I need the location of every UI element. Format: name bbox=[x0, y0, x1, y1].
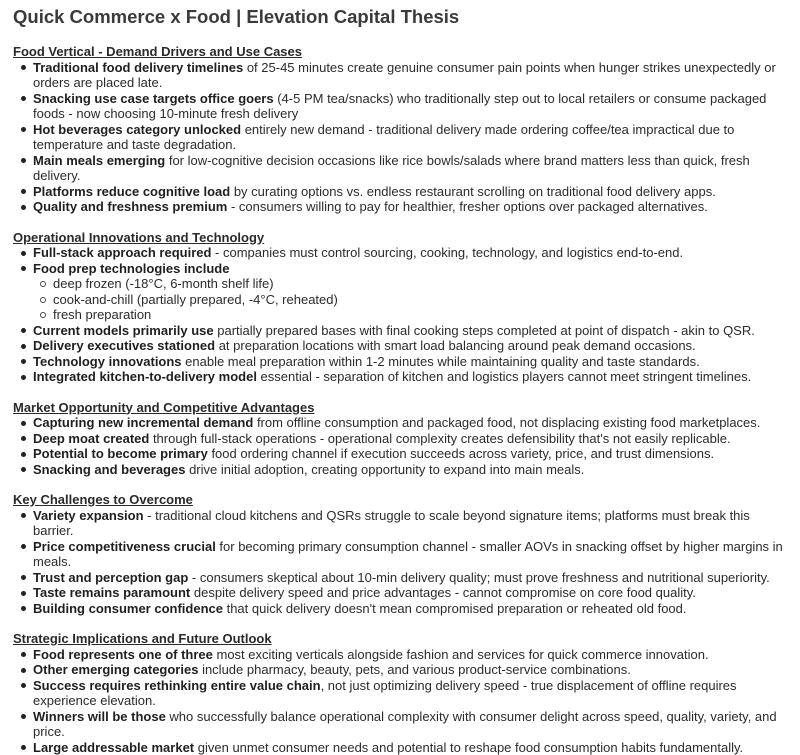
bullet-list bbox=[13, 508, 788, 617]
bullet-lead: Food represents one of three bbox=[33, 647, 213, 662]
list-item bbox=[33, 508, 788, 539]
bullet-text: - traditional cloud kitchens and QSRs struggle to scale beyond signature items; platforms must break this barrier. bbox=[33, 508, 750, 539]
list-item bbox=[33, 153, 788, 184]
bullet-text: include pharmacy, beauty, pets, and various product-service combinations. bbox=[198, 662, 630, 677]
bullet-lead: Price competitiveness crucial bbox=[33, 539, 216, 554]
sub-list-item: cook-and-chill (partially prepared, -4°C, reheated) bbox=[53, 292, 788, 308]
bullet-text: for becoming primary consumption channel - smaller AOVs in snacking offset by higher margins in meals. bbox=[33, 539, 783, 570]
bullet-lead: Capturing new incremental demand bbox=[33, 415, 253, 430]
section-demand-drivers bbox=[13, 44, 788, 215]
section-heading: Key Challenges to Overcome bbox=[13, 492, 788, 508]
section-heading: Food Vertical - Demand Drivers and Use Cases bbox=[13, 44, 788, 60]
sub-list bbox=[33, 276, 788, 323]
bullet-text: given unmet consumer needs and potential to reshape food consumption habits fundamentally. bbox=[194, 740, 743, 755]
bullet-text: from offline consumption and packaged food, not displacing existing food marketplaces. bbox=[253, 415, 760, 430]
bullet-lead: Food prep technologies include bbox=[33, 261, 229, 276]
list-item bbox=[33, 245, 788, 261]
section-heading: Operational Innovations and Technology bbox=[13, 230, 788, 246]
section-strategic-implications bbox=[13, 631, 788, 755]
list-item bbox=[33, 122, 788, 153]
list-item bbox=[33, 539, 788, 570]
section-heading: Strategic Implications and Future Outlook bbox=[13, 631, 788, 647]
bullet-lead: Current models primarily use bbox=[33, 323, 214, 338]
bullet-text: , not just optimizing delivery speed - true displacement of offline requires experience elevation. bbox=[33, 678, 737, 709]
bullet-lead: Snacking and beverages bbox=[33, 462, 185, 477]
list-item bbox=[33, 354, 788, 370]
bullet-text: - consumers skeptical about 10-min delivery quality; must prove freshness and nutritional superiority. bbox=[188, 570, 769, 585]
bullet-text: essential - separation of kitchen and logistics players cannot meet stringent timelines. bbox=[257, 369, 751, 384]
bullet-list bbox=[13, 245, 788, 385]
bullet-text: food ordering channel if execution succeeds across variety, price, and trust dimensions. bbox=[208, 446, 714, 461]
bullet-lead: Deep moat created bbox=[33, 431, 149, 446]
bullet-lead: Potential to become primary bbox=[33, 446, 208, 461]
list-item bbox=[33, 462, 788, 478]
bullet-lead: Large addressable market bbox=[33, 740, 194, 755]
bullet-text: of 25-45 minutes create genuine consumer pain points when hunger strikes unexpectedly or orders are placed late. bbox=[33, 60, 776, 91]
sub-list-item: fresh preparation bbox=[53, 307, 788, 323]
bullet-lead: Success requires rethinking entire value chain bbox=[33, 678, 321, 693]
list-item bbox=[33, 585, 788, 601]
section-market-opportunity bbox=[13, 400, 788, 478]
section-operational-innovations bbox=[13, 230, 788, 385]
list-item bbox=[33, 662, 788, 678]
bullet-text: - companies must control sourcing, cooking, technology, and logistics end-to-end. bbox=[211, 245, 683, 260]
bullet-text: most exciting verticals alongside fashion and services for quick commerce innovation. bbox=[213, 647, 709, 662]
bullet-lead: Platforms reduce cognitive load bbox=[33, 184, 230, 199]
list-item bbox=[33, 570, 788, 586]
list-item bbox=[33, 709, 788, 740]
list-item bbox=[33, 647, 788, 663]
bullet-lead: Quality and freshness premium bbox=[33, 199, 227, 214]
bullet-lead: Building consumer confidence bbox=[33, 601, 223, 616]
list-item bbox=[33, 261, 788, 323]
bullet-lead: Main meals emerging bbox=[33, 153, 165, 168]
list-item bbox=[33, 446, 788, 462]
bullet-lead: Trust and perception gap bbox=[33, 570, 188, 585]
bullet-text: who successfully balance operational complexity with consumer delight across speed, quality, variety, and price. bbox=[33, 709, 777, 740]
bullet-text: for low-cognitive decision occasions like rice bowls/salads where brand matters less than quick, fresh delivery. bbox=[33, 153, 750, 184]
bullet-lead: Other emerging categories bbox=[33, 662, 198, 677]
list-item bbox=[33, 91, 788, 122]
bullet-text: at preparation locations with smart load balancing around peak demand occasions. bbox=[215, 338, 696, 353]
bullet-list bbox=[13, 415, 788, 477]
bullet-text: by curating options vs. endless restaurant scrolling on traditional food delivery apps. bbox=[230, 184, 716, 199]
bullet-text: through full-stack operations - operational complexity creates defensibility that's not easily replicable. bbox=[149, 431, 730, 446]
bullet-text: despite delivery speed and price advantages - cannot compromise on core food quality. bbox=[190, 585, 696, 600]
section-key-challenges bbox=[13, 492, 788, 616]
bullet-lead: Taste remains paramount bbox=[33, 585, 190, 600]
bullet-list bbox=[13, 60, 788, 215]
bullet-text: - consumers willing to pay for healthier, fresher options over packaged alternatives. bbox=[227, 199, 708, 214]
bullet-lead: Technology innovations bbox=[33, 354, 182, 369]
list-item bbox=[33, 678, 788, 709]
bullet-lead: Delivery executives stationed bbox=[33, 338, 215, 353]
section-heading: Market Opportunity and Competitive Advantages bbox=[13, 400, 788, 416]
bullet-lead: Winners will be those bbox=[33, 709, 166, 724]
bullet-lead: Variety expansion bbox=[33, 508, 144, 523]
bullet-text: entirely new demand - traditional delivery made ordering coffee/tea impractical due to temperature and taste degradation. bbox=[33, 122, 734, 153]
bullet-lead: Snacking use case targets office goers bbox=[33, 91, 274, 106]
sub-list-item: deep frozen (-18°C, 6-month shelf life) bbox=[53, 276, 788, 292]
list-item bbox=[33, 415, 788, 431]
bullet-text: that quick delivery doesn't mean compromised preparation or reheated old food. bbox=[223, 601, 687, 616]
bullet-lead: Full-stack approach required bbox=[33, 245, 211, 260]
bullet-text: enable meal preparation within 1-2 minutes while maintaining quality and taste standards. bbox=[182, 354, 700, 369]
bullet-text: drive initial adoption, creating opportunity to expand into main meals. bbox=[185, 462, 584, 477]
list-item bbox=[33, 184, 788, 200]
bullet-lead: Integrated kitchen-to-delivery model bbox=[33, 369, 257, 384]
list-item bbox=[33, 740, 788, 755]
list-item bbox=[33, 323, 788, 339]
list-item bbox=[33, 369, 788, 385]
list-item bbox=[33, 431, 788, 447]
bullet-text: (4-5 PM tea/snacks) who traditionally step out to local retailers or consume packaged foods - now choosing 10-minute fresh delivery bbox=[33, 91, 766, 122]
list-item bbox=[33, 199, 788, 215]
list-item bbox=[33, 601, 788, 617]
bullet-text: partially prepared bases with final cooking steps completed at point of dispatch - akin to QSR. bbox=[214, 323, 755, 338]
bullet-lead: Traditional food delivery timelines bbox=[33, 60, 243, 75]
page-title: Quick Commerce x Food | Elevation Capital Thesis bbox=[13, 5, 788, 29]
bullet-lead: Hot beverages category unlocked bbox=[33, 122, 241, 137]
list-item bbox=[33, 60, 788, 91]
list-item bbox=[33, 338, 788, 354]
